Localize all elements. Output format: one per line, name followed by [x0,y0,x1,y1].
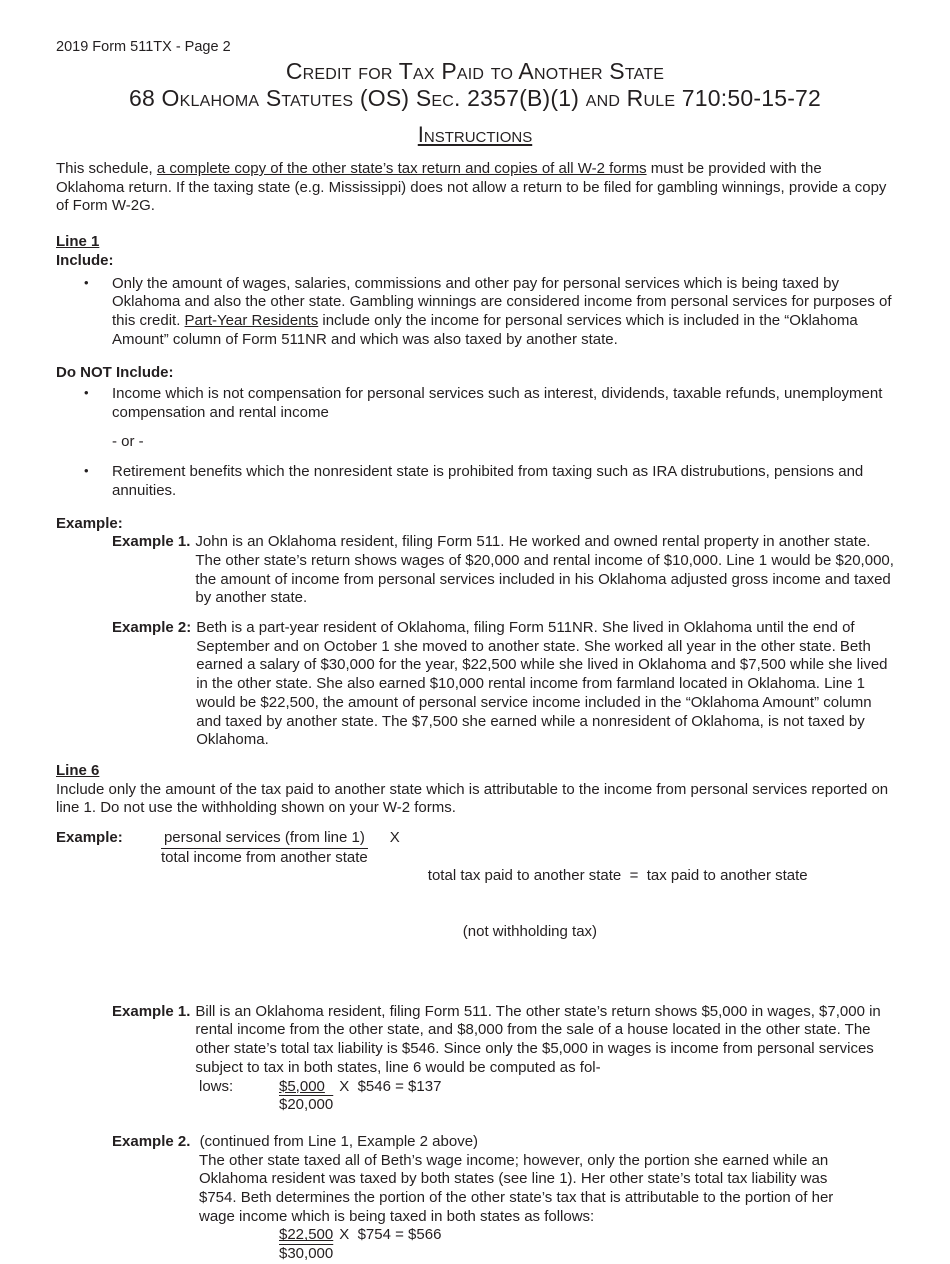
line6-example-1 [56,1003,894,1115]
page-title: Credit for Tax Paid to Another State [285,58,665,84]
line6-example-1-text: Bill is an Oklahoma resident, filing Form 511. The other state’s return shows $5,000 in wages, $7,000 in rental income from the other state, and $8,000 from the sale of a house located in the other state. The other state’s total tax liability is $546. Since only the $5,000 in wages is income from personal services subject to tax in both states, line 6 would be computed as fol- [195,1002,881,1076]
intro-underlined-text: a complete copy of the other state’s tax return and copies of all W-2 forms [156,160,647,177]
line6-example-2-sub: (continued from Line 1, Example 2 above) [199,1132,479,1150]
intro-text: This schedule, [56,160,157,177]
line6-example-2-calc [112,1226,894,1263]
calc-fraction-2 [279,1226,333,1263]
line6-example-1-label: Example 1. [112,1002,191,1020]
line6-section [56,762,894,1264]
or-separator: - or - [112,433,144,451]
include-text: Only the amount of wages, salaries, commissions and other pay for personal services which is being taxed by Oklahoma and also the other state. Gambling winnings are considered income from personal services for purposes of this credit. [112,274,892,329]
formula-rhs-top: total tax paid to another state = tax paid to another state [427,866,808,884]
page-subtitle: 68 Oklahoma Statutes (OS) Sec. 2357(B)(1) and Rule 710:50-15-72 [128,85,822,111]
exclude-label: Do NOT Include: [56,364,174,382]
lows-text: lows: [199,1077,234,1095]
exclude-bullet-2-text: Retirement benefits which the nonresident state is prohibited from taxing such as IRA distrubutions, pensions and annuities. [112,463,864,499]
line1-label: Line 1 [56,233,100,251]
bullet-icon: • [84,385,89,401]
intro-text-end: must be provided with the Oklahoma return. If the taxing state (e.g. Mississippi) does not allow a return to be filed for gambling winnings, provide a copy of Form W-2G. [56,160,887,215]
part-year-residents-text: Part-Year Residents [184,311,319,329]
bullet-icon: • [84,463,89,479]
include-bullet [56,275,894,350]
line6-label: Line 6 [56,761,100,779]
line6-example-label: Example: [56,829,123,847]
intro-paragraph [56,160,894,216]
exclude-bullet-2 [56,463,894,500]
example-2-label: Example 2: [112,619,192,637]
formula-numerator: personal services (from line 1) [161,829,368,849]
calc-fraction-1 [279,1078,333,1115]
line6-example-2 [56,1133,894,1264]
instructions-heading: Instructions [417,122,533,147]
line1-section [56,233,894,750]
exclude-bullet-1-text: Income which is not compensation for personal services such as interest, dividends, taxable refunds, unemployment compensation and rental income [112,385,883,421]
exclude-bullet-1 [56,385,894,422]
line6-example-2-label: Example 2. [112,1132,191,1150]
formula-times: X [389,829,400,847]
bullet-icon: • [84,274,89,290]
calc-1-numerator: $5,000 [279,1077,325,1095]
line6-example-2-text: The other state taxed all of Beth’s wage income; however, only the portion she earned while an Oklahoma resident was taxed by both states (see line 1). Her other state’s total tax liability was $754. Beth determines the portion of the other state’s tax that is attributable to the portion of her wage income which is being taxed in both states as follows: [199,1151,834,1225]
calc-2-rest: X $754 = $566 [339,1226,442,1244]
form-page [56,38,894,1264]
formula-rhs [428,829,808,979]
calc-1-denominator: $20,000 [279,1096,334,1114]
formula-denominator: total income from another state [161,848,368,866]
include-label: Include: [56,251,114,269]
line1-example-2 [56,619,894,750]
formula-rhs-sub: (not withholding tax) [462,922,598,940]
include-text-end: include only the income for personal services which is included in the “Oklahoma Amount” column of Form 511NR and which was also taxed by another state. [112,311,858,348]
example-1-text: John is an Oklahoma resident, filing Form 511. He worked and owned rental property in another state. The other state’s return shows wages of $20,000 and rental income of $10,000. Line 1 would be $20,000, the amount of income from personal services included in his Oklahoma adjusted gross income and taxed by another state. [195,533,894,607]
calc-1-rest: X $546 = $137 [339,1077,442,1095]
line1-example-label: Example: [56,514,123,532]
calc-2-numerator: $22,500 [279,1226,334,1244]
page-header: 2019 Form 511TX - Page 2 [56,39,231,55]
line6-text: Include only the amount of the tax paid to another state which is attributable to the income from personal services reported on line 1. Do not use the withholding shown on your W-2 forms. [56,780,889,817]
calc-2-denominator: $30,000 [279,1245,334,1263]
formula-fraction [161,829,368,867]
example-2-text: Beth is a part-year resident of Oklahoma, filing Form 511NR. She lived in Oklahoma until the end of September and on October 1 she moved to another state. She worked all year in the other state. Beth earned a salary of $30,000 for the year, $22,500 while she lived in Oklahoma and $7,500 while she lived in the other state. She also earned $10,000 rental income from farmland located in Oklahoma. Line 1 would be $22,500, the amount of personal service income included in the “Oklahoma Amount” column and taxed by another state. The $7,500 she earned while a nonresident of Oklahoma, is not taxed by Oklahoma. [196,619,888,749]
line6-example-1-calc [112,1078,894,1115]
line6-formula [56,829,894,979]
example-1-label: Example 1. [112,533,191,551]
line1-example-1 [56,533,894,608]
